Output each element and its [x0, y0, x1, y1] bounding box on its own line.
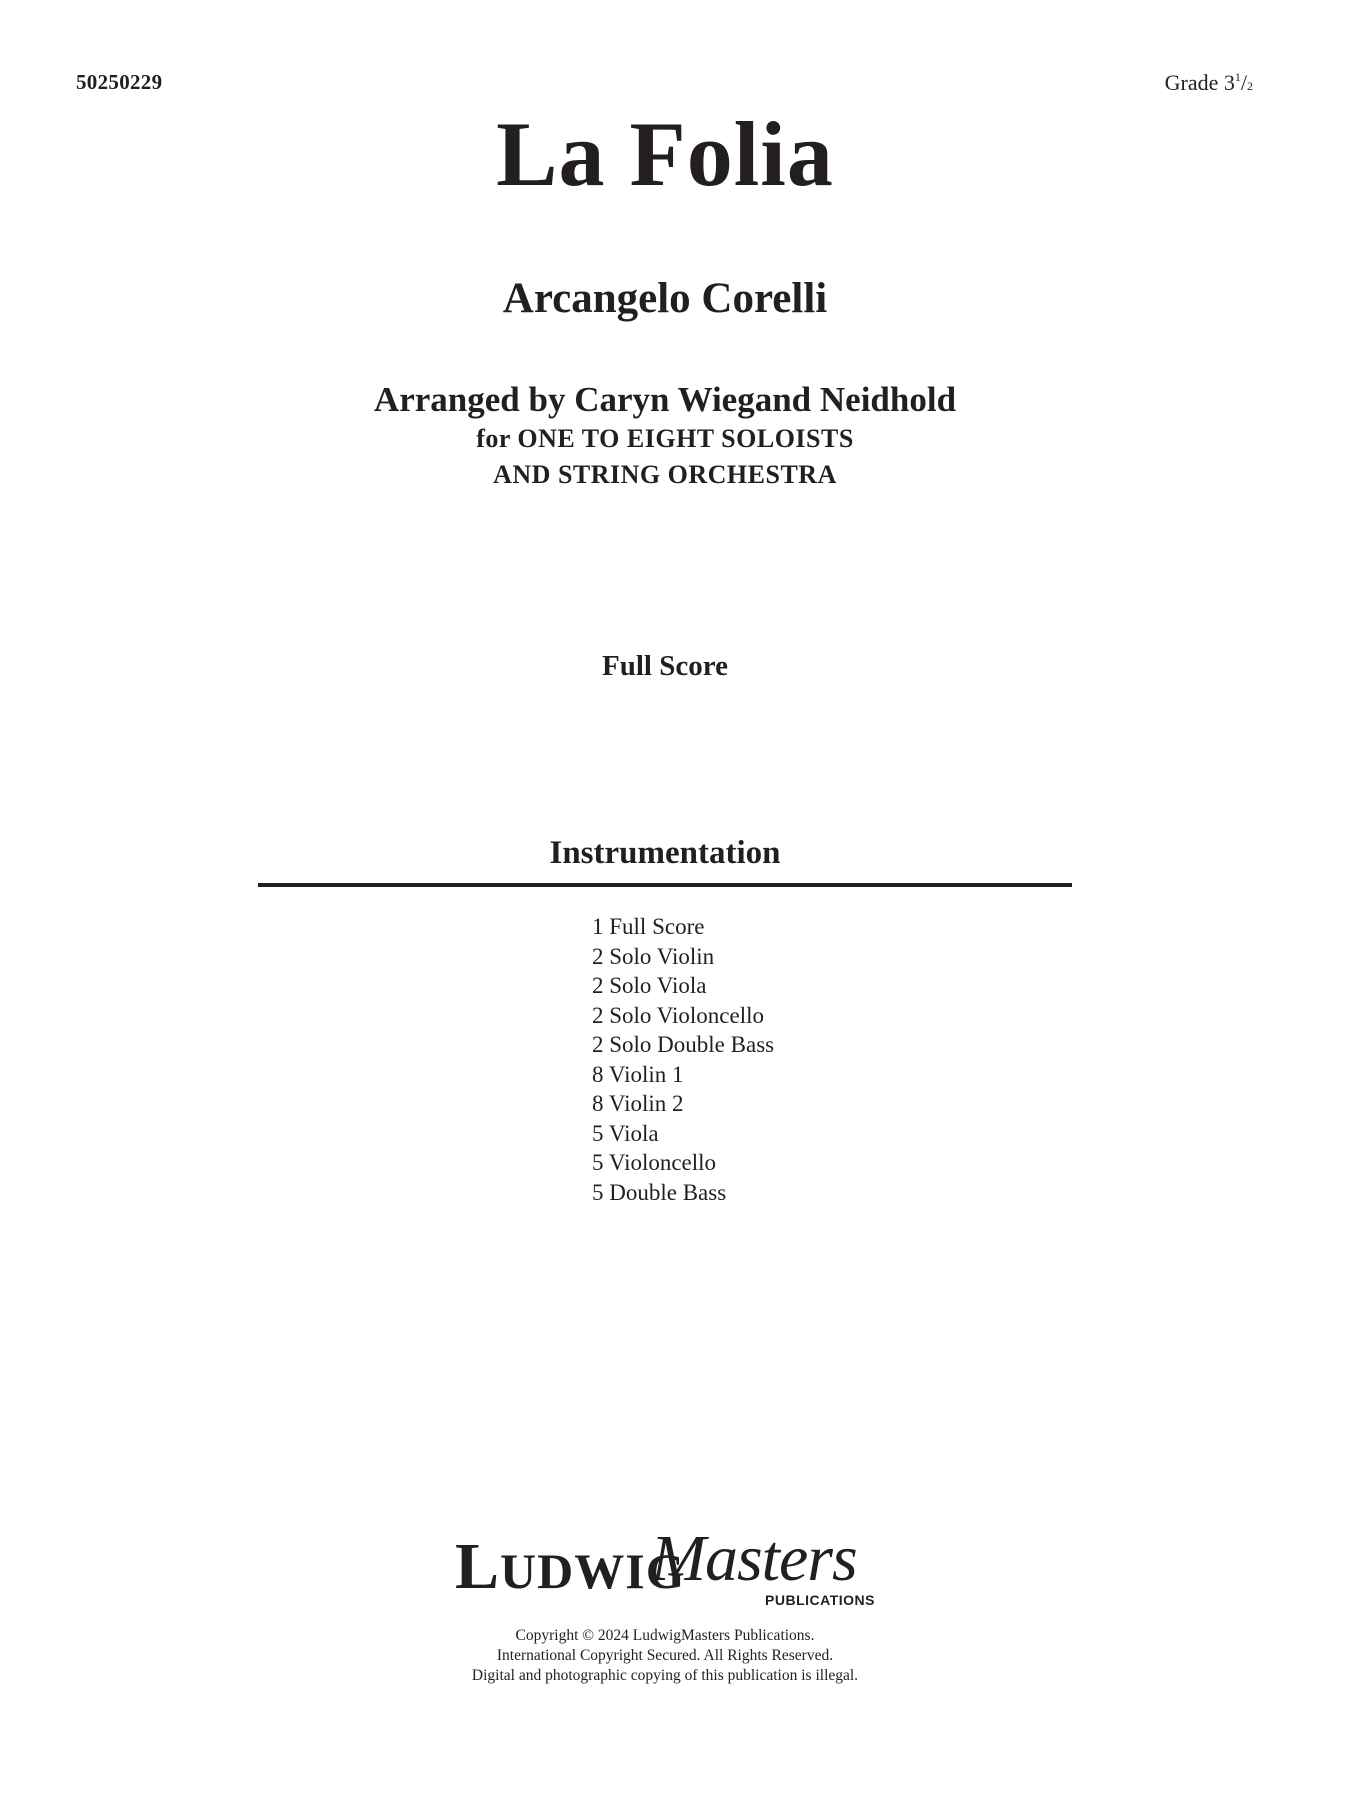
logo-ludwig-rest: UDWIG — [500, 1543, 686, 1599]
scoring-line-1: for ONE TO EIGHT SOLOISTS — [476, 424, 854, 453]
grade-fraction-denominator: 2 — [1247, 79, 1253, 93]
instrumentation-list — [592, 912, 774, 1207]
heading-divider — [258, 883, 1072, 887]
list-item: 8 Violin 1 — [592, 1061, 684, 1087]
publisher-logo — [455, 1522, 875, 1618]
list-item: 2 Solo Viola — [592, 973, 707, 998]
copyright-line-2: International Copyright Secured. All Rights Reserved. — [496, 1647, 834, 1664]
copyright-line-1: Copyright © 2024 LudwigMasters Publications. — [515, 1627, 815, 1644]
copyright-line-3: Digital and photographic copying of this publication is illegal. — [471, 1667, 859, 1684]
grade-fraction-numerator: 1 — [1234, 70, 1241, 84]
list-item: 8 Violin 2 — [592, 1091, 684, 1116]
list-item: 5 Double Bass — [592, 1179, 727, 1205]
grade-label — [1165, 70, 1253, 96]
instrumentation-heading: Instrumentation — [549, 835, 781, 871]
list-item: 1 Full Score — [592, 914, 705, 939]
logo-publications: PUBLICATIONS — [765, 1592, 875, 1608]
catalog-number: 50250229 — [76, 70, 163, 94]
list-item: 2 Solo Double Bass — [592, 1032, 775, 1057]
list-item: 2 Solo Violoncello — [592, 1002, 764, 1028]
list-item: 5 Viola — [592, 1120, 659, 1146]
arranger: Arranged by Caryn Wiegand Neidhold — [373, 380, 957, 419]
grade-text: Grade 3 — [1164, 70, 1235, 95]
copyright-notice — [0, 1626, 1330, 1686]
grade-fraction-separator: / — [1240, 70, 1247, 95]
page-title: La Folia — [496, 103, 834, 205]
logo-ludwig-initial: L — [455, 1530, 501, 1603]
composer: Arcangelo Corelli — [502, 275, 828, 322]
edition-label: Full Score — [602, 650, 728, 682]
scoring-line-2: AND STRING ORCHESTRA — [493, 460, 837, 489]
list-item: 5 Violoncello — [592, 1150, 717, 1175]
logo-masters-wordmark: Masters — [651, 1522, 857, 1595]
list-item: 2 Solo Violin — [592, 943, 715, 969]
